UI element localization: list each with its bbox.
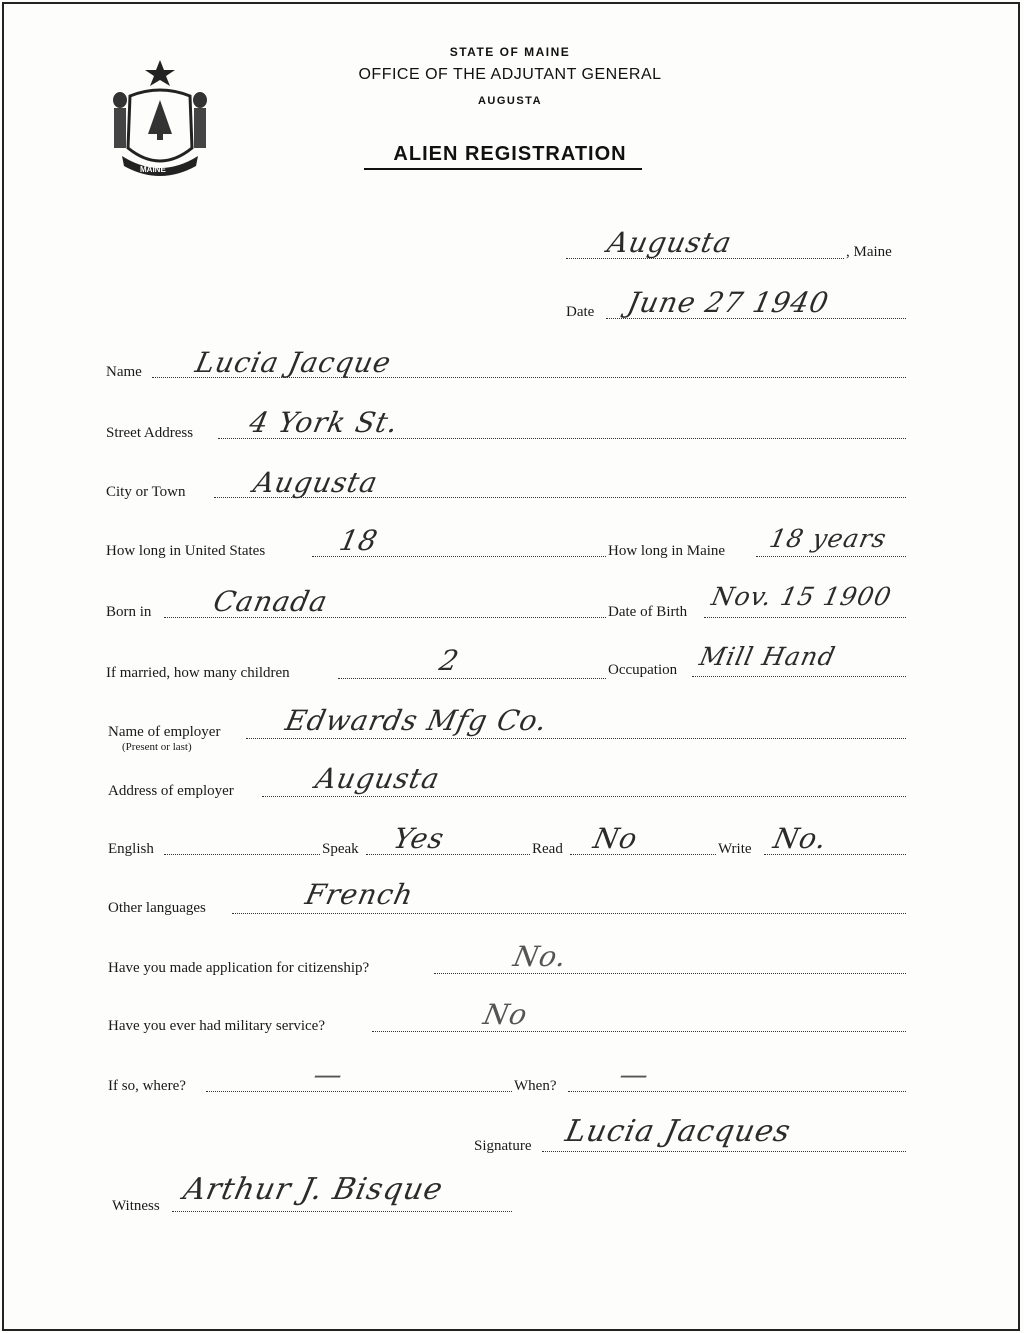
read-value: No bbox=[590, 822, 641, 855]
witness-label: Witness bbox=[112, 1198, 160, 1214]
name-value: Lucia Jacque bbox=[192, 346, 395, 379]
city-value: Augusta bbox=[250, 466, 382, 499]
citizenship-value: No. bbox=[510, 940, 571, 973]
maine-label: How long in Maine bbox=[608, 543, 726, 559]
children-value: 2 bbox=[436, 644, 463, 677]
maine-value: 18 years bbox=[766, 524, 890, 553]
born-value: Canada bbox=[210, 585, 331, 618]
maine-line bbox=[756, 556, 906, 557]
born-label: Born in bbox=[106, 604, 152, 620]
employer-sub: (Present or last) bbox=[122, 741, 192, 753]
us-value: 18 bbox=[336, 524, 382, 557]
citizenship-line bbox=[434, 973, 906, 974]
military-label: Have you ever had military service? bbox=[108, 1018, 325, 1034]
children-label: If married, how many children bbox=[106, 665, 290, 681]
speak-label: Speak bbox=[322, 841, 359, 857]
street-value: 4 York St. bbox=[246, 406, 402, 439]
state-seal-icon bbox=[108, 56, 212, 180]
maine-suffix: , Maine bbox=[846, 244, 892, 260]
english-line bbox=[164, 854, 320, 855]
emp-addr-label: Address of employer bbox=[108, 783, 234, 799]
military-value: No bbox=[480, 998, 531, 1031]
other-lang-label: Other languages bbox=[108, 900, 206, 916]
signature-line bbox=[542, 1151, 906, 1152]
city-label: City or Town bbox=[106, 484, 186, 500]
date-value: June 27 1940 bbox=[624, 286, 833, 319]
employer-value: Edwards Mfg Co. bbox=[282, 704, 551, 737]
when-label: When? bbox=[514, 1078, 557, 1094]
title-underline bbox=[364, 168, 642, 170]
witness-line bbox=[172, 1211, 512, 1212]
date-label: Date bbox=[566, 304, 595, 320]
occupation-label: Occupation bbox=[608, 662, 678, 678]
state-heading: STATE OF MAINE bbox=[449, 45, 571, 59]
dob-value: Nov. 15 1900 bbox=[708, 582, 895, 611]
employer-label: Name of employer bbox=[108, 724, 221, 740]
street-label: Street Address bbox=[106, 425, 194, 441]
write-value: No. bbox=[770, 822, 831, 855]
when-line bbox=[568, 1091, 906, 1092]
write-label: Write bbox=[718, 841, 752, 857]
occupation-line bbox=[692, 676, 906, 677]
occupation-value: Mill Hand bbox=[696, 642, 839, 671]
witness-value: Arthur J. Bisque bbox=[180, 1172, 447, 1207]
signature-value: Lucia Jacques bbox=[562, 1114, 795, 1149]
place-value: Augusta bbox=[604, 226, 736, 259]
emp-addr-line bbox=[262, 796, 906, 797]
name-label: Name bbox=[106, 364, 142, 380]
signature-label: Signature bbox=[474, 1138, 532, 1154]
children-line bbox=[338, 678, 606, 679]
dob-label: Date of Birth bbox=[608, 604, 688, 620]
us-label: How long in United States bbox=[106, 543, 266, 559]
other-lang-value: French bbox=[302, 878, 417, 911]
where-value: — bbox=[310, 1058, 347, 1091]
where-line bbox=[206, 1091, 512, 1092]
form-title: ALIEN REGISTRATION bbox=[393, 143, 627, 165]
emp-addr-value: Augusta bbox=[312, 762, 444, 795]
city-heading: AUGUSTA bbox=[477, 95, 543, 107]
when-value: — bbox=[616, 1058, 653, 1091]
read-label: Read bbox=[532, 841, 563, 857]
english-label: English bbox=[108, 841, 154, 857]
employer-line bbox=[246, 738, 906, 739]
seal-text: MAINE bbox=[140, 165, 166, 174]
dob-line bbox=[704, 617, 906, 618]
office-heading: OFFICE OF THE ADJUTANT GENERAL bbox=[358, 66, 662, 83]
other-lang-line bbox=[232, 913, 906, 914]
citizenship-label: Have you made application for citizenship? bbox=[108, 960, 370, 976]
speak-value: Yes bbox=[390, 822, 448, 855]
where-label: If so, where? bbox=[108, 1078, 186, 1094]
military-line bbox=[372, 1031, 906, 1032]
